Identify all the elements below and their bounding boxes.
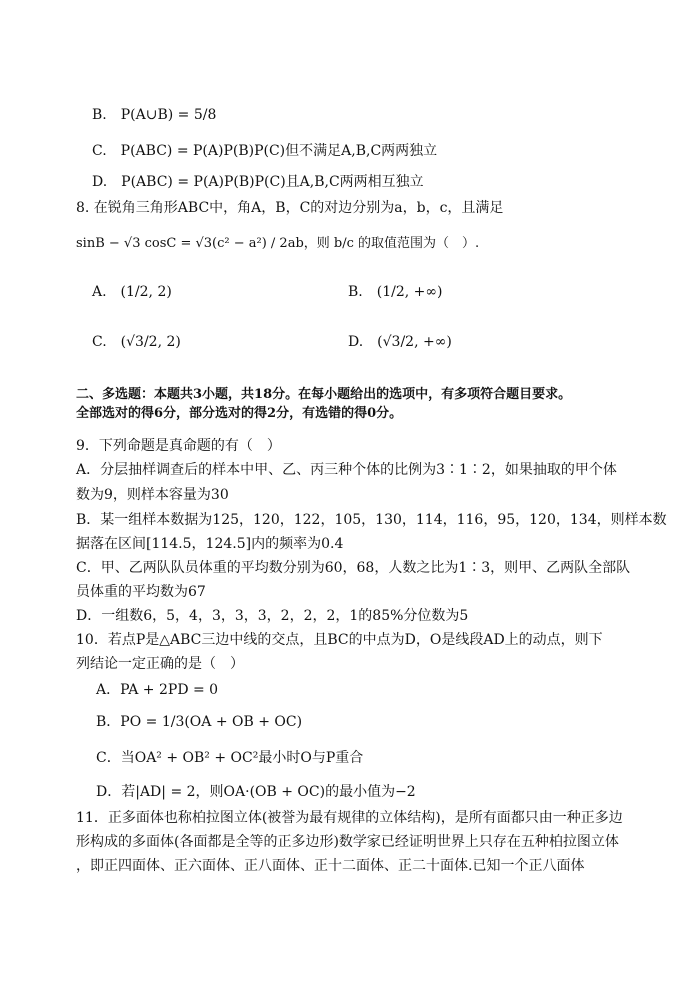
q9-line: 数为9，则样本容量为30 — [76, 487, 229, 503]
q7-option-d: D. P(ABC) = P(A)P(B)P(C)且A,B,C两两相互独立 — [92, 174, 424, 190]
section2-heading-line2: 全部选对的得6分，部分选对的得2分，有选错的得0分。 — [76, 406, 403, 421]
q10-option-d: D．若|AD| = 2，则OA·(OB + OC)的最小值为−2 — [96, 784, 416, 800]
q9-line: A．分层抽样调查后的样本中甲、乙、丙三种个体的比例为3∶1∶2，如果抽取的甲个体 — [76, 462, 617, 478]
q8-option-d: D. (√3/2, +∞) — [348, 334, 452, 350]
q10-option-b: B．PO = 1/3(OA + OB + OC) — [96, 714, 303, 730]
q10-stem-line2: 列结论一定正确的是（ ） — [76, 656, 244, 672]
q11-line: 11．正多面体也称柏拉图立体(被誉为最有规律的立体结构)，是所有面都只由一种正多边 — [76, 810, 623, 826]
q8-option-a: A. (1/2, 2) — [92, 284, 172, 300]
q9-line: 员体重的平均数为67 — [76, 584, 206, 600]
q8-stem-line1: 8. 在锐角三角形ABC中，角A，B，C的对边分别为a，b，c，且满足 — [76, 200, 504, 216]
q10-option-c: C．当OA² + OB² + OC²最小时O与P重合 — [96, 750, 364, 766]
q8-option-b: B. (1/2, +∞) — [348, 284, 443, 300]
q10-stem-line1: 10．若点P是△ABC三边中线的交点，且BC的中点为D，O是线段AD上的动点，则下 — [76, 632, 603, 648]
q10-option-a: A．PA + 2PD = 0 — [96, 682, 219, 698]
q9-line: D．一组数6，5，4，3，3，3，2，2，2，1的85%分位数为5 — [76, 608, 469, 624]
q9-line: B．某一组样本数据为125，120，122，105，130，114，116，95，120，134，则样本数 — [76, 512, 667, 528]
q11-line: ，即正四面体、正六面体、正八面体、正十二面体、正二十面体.已知一个正八面体 — [76, 858, 585, 874]
q9-line: C．甲、乙两队队员体重的平均数分别为60，68，人数之比为1∶3，则甲、乙两队全部队 — [76, 560, 631, 576]
section2-heading-line1: 二、多选题：本题共3小题，共18分。在每小题给出的选项中，有多项符合题目要求。 — [76, 387, 572, 402]
q9-stem: 9．下列命题是真命题的有（ ） — [76, 438, 281, 454]
q7-option-b: B. P(A∪B) = 5/8 — [92, 107, 217, 123]
q8-option-c: C. (√3/2, 2) — [92, 334, 181, 350]
q9-line: 据落在区间[114.5，124.5]内的频率为0.4 — [76, 536, 344, 552]
q11-line: 形构成的多面体(各面都是全等的正多边形)数学家已经证明世界上只存在五种柏拉图立体 — [76, 834, 619, 850]
q8-stem-line2: sinB − √3 cosC = √3(c² − a²) / 2ab，则 b/c 的取值范围为（ ）. — [76, 236, 480, 251]
q7-option-c: C. P(ABC) = P(A)P(B)P(C)但不满足A,B,C两两独立 — [92, 143, 438, 159]
